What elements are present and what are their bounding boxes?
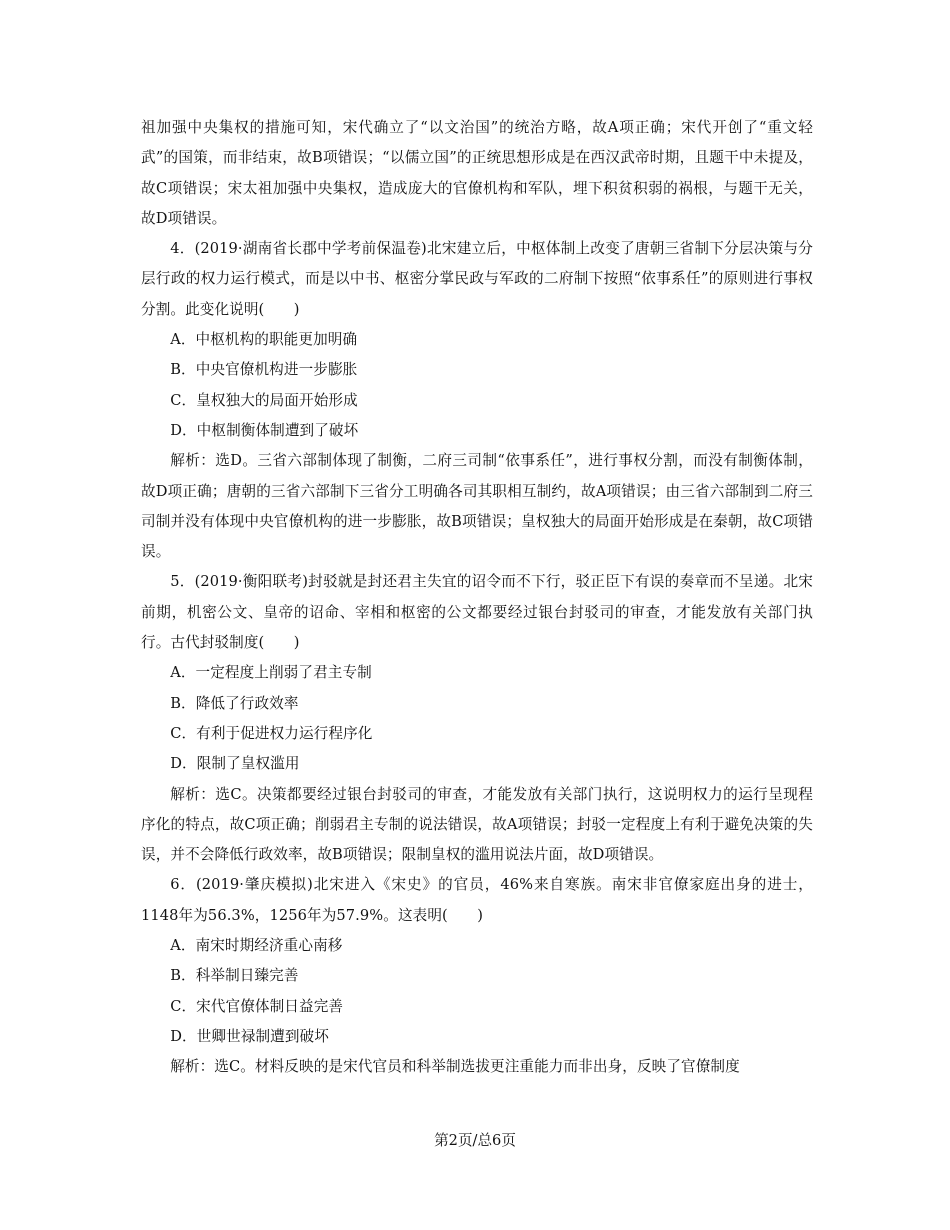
intro-explanation: 祖加强中央集权的措施可知，宋代确立了“以文治国”的统治方略，故A项正确；宋代开创了“重文轻武”的国策，而非结束，故B项错误；“以儒立国”的正统思想形成是在西汉武帝时期，且题干中未提及，故C项错误；宋太祖加强中央集权，造成庞大的官僚机构和军队，埋下积贫积弱的祸根，与题干无关，故D项错误。 (141, 119, 813, 227)
option-c: C．有利于促进权力运行程序化 (170, 724, 373, 742)
question-analysis: 解析：选C。决策都要经过银台封驳司的审查，才能发放有关部门执行，这说明权力的运行呈现程序化的特点，故C项正确；削弱君主专制的说法错误，故A项错误；封驳一定程度上有利于避免决策的失误，并不会降低行政效率，故B项错误；限制皇权的滥用说法片面，故D项错误。 (141, 785, 813, 864)
option-a: A．中枢机构的职能更加明确 (170, 331, 358, 349)
question-5 (141, 567, 813, 870)
page-content (141, 113, 813, 1083)
option-b: B．中央官僚机构进一步膨胀 (170, 361, 358, 379)
option-d: D．中枢制衡体制遭到了破坏 (170, 421, 359, 439)
question-6 (141, 870, 813, 1082)
option-b: B．科举制日臻完善 (170, 967, 299, 985)
option-d: D．世卿世禄制遭到破坏 (170, 1027, 329, 1045)
option-c: C．宋代官僚体制日益完善 (170, 997, 344, 1015)
question-analysis: 解析：选C。材料反映的是宋代官员和科举制选拔更注重能力而非出身，反映了官僚制度 (170, 1058, 740, 1076)
option-a: A．一定程度上削弱了君主专制 (170, 664, 372, 682)
option-d: D．限制了皇权滥用 (170, 755, 300, 773)
question-stem: 6．(2019·肇庆模拟)北宋进入《宋史》的官员，46%来自寒族。南宋非官僚家庭出身的进士，1148年为56.3%，1256年为57.9%。这表明( ) (141, 876, 813, 924)
option-b: B．降低了行政效率 (170, 694, 299, 712)
page-number: 第2页/总6页 (434, 1132, 516, 1149)
question-stem: 5．(2019·衡阳联考)封驳就是封还君主失宜的诏令而不下行，驳正臣下有误的奏章而不呈递。北宋前期，机密公文、皇帝的诏命、宰相和枢密的公文都要经过银台封驳司的审查，才能发放有关部门执行。古代封驳制度( ) (141, 573, 813, 652)
question-stem: 4．(2019·湖南省长郡中学考前保温卷)北宋建立后，中枢体制上改变了唐朝三省制下分层决策与分层行政的权力运行模式，而是以中书、枢密分掌民政与军政的二府制下按照“依事系任”的原则进行事权分割。此变化说明( ) (141, 240, 813, 318)
question-analysis: 解析：选D。三省六部制体现了制衡，二府三司制“依事系任”，进行事权分割，而没有制衡体制，故D项正确；唐朝的三省六部制下三省分工明确各司其职相互制约，故A项错误；由三省六部制到二府三司制并没有体现中央官僚机构的进一步膨胀，故B项错误；皇权独大的局面开始形成是在秦朝，故C项错误。 (141, 452, 813, 561)
option-a: A．南宋时期经济重心南移 (170, 937, 343, 955)
option-c: C．皇权独大的局面开始形成 (170, 391, 358, 409)
question-4 (141, 234, 813, 567)
